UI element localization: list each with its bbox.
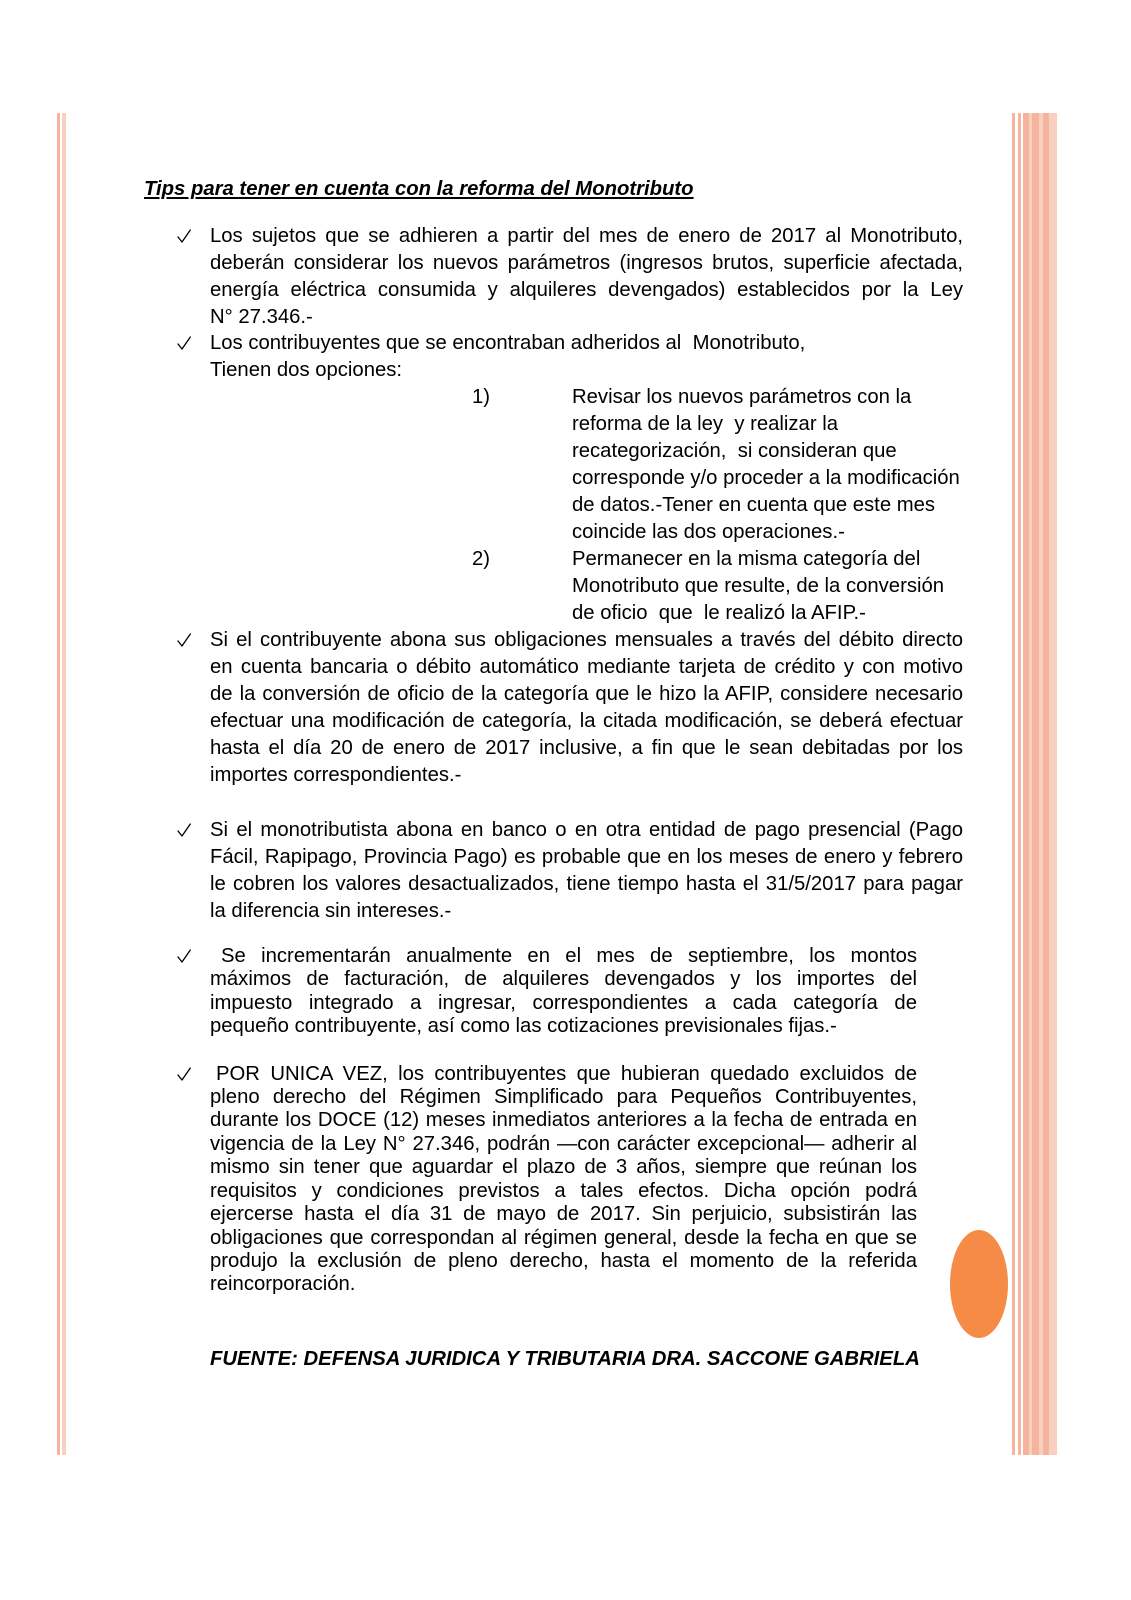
paragraph-line: ejercerse hasta el día 31 de mayo de 2017. Sin perjuicio, subsistirán las: [210, 1203, 917, 1226]
orange-ellipse-decoration: [950, 1230, 1008, 1338]
paragraph-line: de la conversión de oficio de la categoría que le hizo la AFIP, considere necesario: [210, 683, 963, 705]
option-text: [572, 546, 944, 627]
option-number: 1): [472, 386, 491, 408]
paragraph-line: pequeño contribuyente, así como las cotizaciones previsionales fijas.-: [210, 1015, 837, 1038]
list-item: [210, 223, 963, 331]
paragraph-line: pleno derecho del Régimen Simplificado para Pequeños Contribuyentes,: [210, 1085, 917, 1108]
paragraph-line: Los sujetos que se adhieren a partir del mes de enero de 2017 al Monotributo,: [210, 225, 963, 247]
checkmark-icon: [177, 633, 191, 648]
option-line: coincide las dos operaciones.-: [572, 521, 845, 543]
paragraph-line: Los contribuyentes que se encontraban adheridos al Monotributo,: [210, 332, 806, 354]
paragraph-line: requisitos y condiciones previstos a tales efectos. Dicha opción podrá: [210, 1179, 917, 1202]
paragraph-line: POR UNICA VEZ, los contribuyentes que hubieran quedado excluidos de: [216, 1062, 917, 1085]
option-line: Revisar los nuevos parámetros con la: [572, 386, 912, 408]
checkmark-icon: [177, 823, 191, 838]
checkmark-icon: [177, 949, 191, 964]
paragraph-line: hasta el día 20 de enero de 2017 inclusive, a fin que le sean debitadas por los: [210, 737, 963, 759]
paragraph-line: produjo la exclusión de pleno derecho, hasta el momento de la referida: [210, 1250, 917, 1272]
option-line: recategorización, si consideran que: [572, 440, 897, 462]
option-text: [572, 384, 960, 546]
border-stripe: [62, 113, 66, 1455]
option-line: de oficio que le realizó la AFIP.-: [572, 602, 866, 624]
paragraph-line: Si el monotributista abona en banco o en otra entidad de pago presencial (Pago: [210, 819, 963, 841]
paragraph-line: energía eléctrica consumida y alquileres devengados) establecidos por la Ley: [210, 279, 963, 301]
paragraph-line: Tienen dos opciones:: [210, 359, 403, 381]
source-footer: FUENTE: DEFENSA JURIDICA Y TRIBUTARIA DRA. SACCONE GABRIELA: [210, 1348, 920, 1370]
paragraph-line: mismo sin tener que aguardar el plazo de 3 años, siempre que reúnan los: [210, 1156, 917, 1179]
border-stripe: [1012, 113, 1015, 1455]
list-item: [210, 1063, 917, 1297]
list-item: [210, 330, 963, 384]
list-item: [210, 627, 963, 789]
list-item: [210, 945, 917, 1040]
paragraph-line: durante los DOCE (12) meses inmediatos anteriores a la fecha de entrada en: [210, 1109, 917, 1132]
border-stripe: [1049, 113, 1057, 1455]
document-title: Tips para tener en cuenta con la reforma del Monotributo: [144, 178, 694, 200]
checkmark-icon: [177, 1067, 191, 1082]
border-stripe: [1018, 113, 1021, 1455]
border-stripe: [1032, 113, 1039, 1455]
option-line: Monotributo que resulte, de la conversión: [572, 575, 945, 597]
paragraph-line: N° 27.346.-: [210, 306, 313, 328]
paragraph-line: efectuar una modificación de categoría, la citada modificación, se deberá efectuar: [210, 710, 963, 732]
paragraph-line: le cobren los valores desactualizados, tiene tiempo hasta el 31/5/2017 para pagar: [210, 873, 963, 895]
paragraph-line: Si el contribuyente abona sus obligaciones mensuales a través del débito directo: [210, 629, 963, 651]
paragraph-line: máximos de facturación, de alquileres devengados y los importes del: [210, 968, 917, 991]
checkmark-icon: [177, 229, 191, 244]
option-number: 2): [472, 548, 491, 570]
paragraph-line: impuesto integrado a ingresar, correspondientes a cada categoría de: [210, 991, 917, 1014]
paragraph-line: Se incrementarán anualmente en el mes de septiembre, los montos: [221, 944, 917, 967]
paragraph-line: Fácil, Rapipago, Provincia Pago) es probable que en los meses de enero y febrero: [210, 846, 963, 868]
option-line: reforma de la ley y realizar la: [572, 413, 839, 435]
paragraph-line: vigencia de la Ley N° 27.346, podrán —con carácter excepcional— adherir al: [210, 1132, 917, 1155]
option-line: de datos.-Tener en cuenta que este mes: [572, 494, 936, 516]
paragraph-line: la diferencia sin intereses.-: [210, 900, 452, 922]
option-line: Permanecer en la misma categoría del: [572, 548, 921, 570]
paragraph-line: reincorporación.: [210, 1273, 356, 1296]
border-stripe: [57, 113, 60, 1455]
list-item: [210, 817, 963, 925]
paragraph-line: deberán considerar los nuevos parámetros (ingresos brutos, superficie afectada,: [210, 252, 963, 274]
paragraph-line: obligaciones que correspondan al régimen general, desde la fecha en que se: [210, 1226, 917, 1249]
paragraph-line: en cuenta bancaria o débito automático mediante tarjeta de crédito y con motivo: [210, 656, 963, 678]
option-line: corresponde y/o proceder a la modificación: [572, 467, 960, 489]
paragraph-line: importes correspondientes.-: [210, 764, 462, 786]
checkmark-icon: [177, 336, 191, 351]
